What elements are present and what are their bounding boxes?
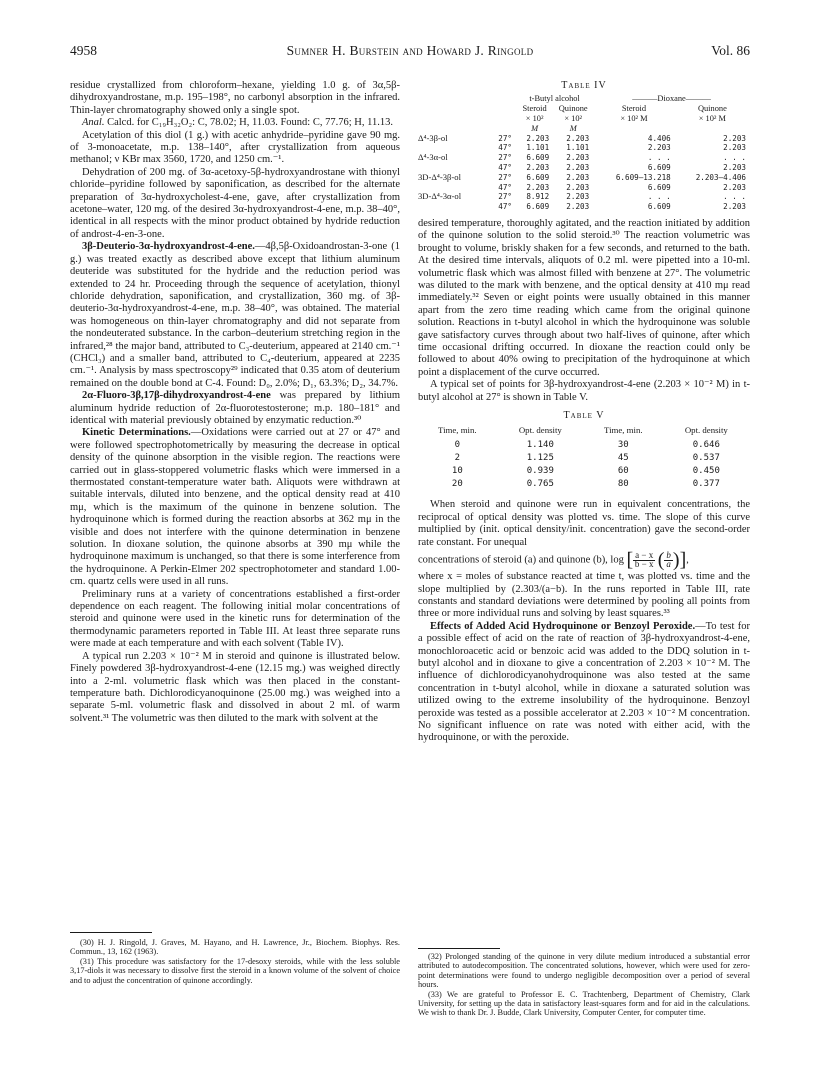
value-cell: 2.203–4.406 — [695, 172, 746, 182]
section-text: was prepared by lithium aluminum hydride reduction of 2α-fluorotestosterone; m.p. 180–181° and identical with material previously obtained by enzymatic reduction.³⁰ — [70, 390, 400, 426]
log-formula: $[\frac{a - x}{b - x} (\frac{b}{a})]$, — [626, 548, 689, 571]
value-cell: 2.203 — [566, 192, 590, 202]
solvent-header: ———Dioxane——— — [632, 94, 711, 104]
temperature-cell: 47° — [498, 182, 512, 192]
column-header: Opt. density — [518, 425, 562, 436]
column-header: × 10² M — [620, 114, 648, 123]
value-cell: 0.377 — [692, 479, 720, 490]
anal-text: Calcd. for C₁₉H₃₂O₂: C, 78.02; H, 11.03. Found: C, 77.76; H, 11.13. — [104, 117, 393, 129]
compound-cell: 3D-Δ⁴-3α-ol — [418, 191, 462, 202]
section-heading: Kinetic Determinations. — [82, 427, 191, 439]
page-number: 4958 — [70, 43, 97, 58]
table-row — [418, 439, 750, 452]
column-header: Opt. density — [684, 425, 728, 436]
paragraph: When steroid and quinone were run in equivalent concentrations, the reciprocal of optical density was plotted vs. time. The slope of this curve multiplied by (init. optical density/init. concentration) gave the second-order rate constant. For unequal — [418, 499, 750, 548]
table-row — [418, 465, 750, 478]
value-cell: 2.203 — [566, 133, 590, 143]
table-row — [418, 202, 750, 212]
formula-lead: concentrations of steroid (a) and quinone (b), log — [418, 554, 624, 566]
column-header: M — [531, 123, 539, 133]
table-row — [418, 192, 750, 202]
value-cell: 6.609 — [526, 202, 550, 212]
temperature-cell: 27° — [498, 153, 512, 163]
table-row — [418, 143, 750, 153]
value-cell: 2.203 — [526, 162, 550, 172]
value-cell: 60 — [617, 466, 629, 477]
value-cell: 2.203 — [723, 162, 746, 172]
paragraph: where x = moles of substance reacted at time t, was plotted vs. time and the slope multiplied by (2.303/(a−b). In the runs reported in Table III, rate constants and standard deviations were determined by pooling all points from three or more individual runs and solving by least squares.³³ — [418, 571, 750, 620]
value-cell: 0 — [454, 440, 461, 451]
value-cell: 2.203 — [566, 172, 590, 182]
value-cell: 2.203 — [526, 133, 550, 143]
value-cell: . . . — [723, 153, 746, 163]
section-heading: 3β-Deuterio-3α-hydroxyandrost-4-ene. — [82, 241, 255, 253]
value-cell: 0.537 — [692, 453, 720, 464]
value-cell: 2.203 — [723, 143, 746, 153]
value-cell: . . . — [723, 192, 746, 202]
value-cell: 2.203 — [647, 143, 671, 153]
compound-cell: Δ⁴-3α-ol — [418, 152, 448, 163]
value-cell: 0.646 — [692, 440, 720, 451]
column-header: Steroid — [522, 104, 547, 114]
table-row — [418, 452, 750, 465]
temperature-cell: 47° — [498, 202, 512, 212]
table-v — [418, 424, 750, 491]
footnote: (32) Prolonged standing of the quinone in very dilute medium introduced a substantial error attributed to autodecomposition. The concentrated solutions, however, which were used for zero-point determinations were found to undergo negligible decomposition over a period of several hours. — [418, 952, 750, 990]
compound-cell: Δ⁴-3β-ol — [418, 132, 448, 143]
right-column — [418, 80, 750, 745]
paragraph: A typical set of points for 3β-hydroxyandrost-4-ene (2.203 × 10⁻² M) in t-butyl alcohol at 27° is shown in Table V. — [418, 379, 750, 403]
value-cell: 0.450 — [692, 466, 720, 477]
footnote-rule — [418, 948, 500, 949]
compound-cell: 3D-Δ⁴-3β-ol — [418, 171, 461, 182]
column-header: × 10² — [564, 114, 583, 123]
value-cell: 2.203 — [526, 182, 550, 192]
column-header: Steroid — [621, 104, 647, 114]
footnotes-left — [70, 938, 400, 985]
page-header — [70, 43, 750, 57]
value-cell: 45 — [617, 453, 629, 464]
value-cell: 2.203 — [723, 182, 746, 192]
value-cell: 2 — [454, 453, 461, 464]
column-header: Time, min. — [604, 425, 643, 436]
paragraph: Acetylation of this diol (1 g.) with acetic anhydride–pyridine gave 90 mg. of 3-monoacetate, m.p. 138–140°, after crystallization from aqueous methanol; ν KBr max 3560, 1720, and 1250 cm.⁻¹. — [70, 129, 400, 166]
value-cell: 1.125 — [526, 453, 554, 464]
value-cell: 80 — [617, 479, 629, 490]
value-cell: 2.203 — [566, 182, 590, 192]
column-header: × 10² — [525, 114, 544, 123]
paragraph — [70, 390, 400, 427]
column-header: Quinone — [697, 104, 727, 114]
value-cell: 6.609 — [526, 172, 550, 182]
column-header: M — [569, 123, 577, 133]
value-cell: 0.939 — [526, 466, 554, 477]
running-authors: Sumner H. Burstein and Howard J. Ringold — [286, 43, 534, 58]
column-header: Time, min. — [438, 425, 477, 436]
volume-label: Vol. 86 — [711, 43, 750, 58]
value-cell: 2.203 — [566, 202, 590, 212]
temperature-cell: 47° — [498, 162, 512, 172]
value-cell: 2.203 — [566, 153, 590, 163]
temperature-cell: 27° — [498, 172, 512, 182]
paragraph: desired temperature, thoroughly agitated, and the reaction initiated by addition of the quinone solution to the solid steroid.³⁰ The reaction volumetric was brought to volume, briskly shaken for a few seconds, and returned to the bath. At the desired time intervals, aliquots of 0.2 ml. were pipetted into a 10-ml. volumetric flask which was almost filled with benzene at 27°. The volumetric was diluted to the mark with benzene, and the optical density at 410 mμ read immediately.³² Seven or eight points were usually obtained in this manner apart from the zero time reading which came from the original quinone solution. Reactions in t-butyl alcohol in which the hydroquinone was soluble gave satisfactory curves through about two half-lives of quinone, after which time occasional drifting occurred. In dioxane the reaction could only be followed to about 40% owing to precipitation of the hydroquinone at which point a displacement of the curve occurred. — [418, 217, 750, 378]
value-cell: 4.406 — [647, 133, 671, 143]
value-cell: 2.203 — [723, 133, 746, 143]
compound-cell — [418, 202, 488, 212]
left-column — [70, 80, 400, 725]
section-text: —4β,5β-Oxidoandrostan-3-one (1 g.) was treated exactly as described above except that lithium aluminum deuteride was substituted for the hydride and the reduction period was extended to 24 hr. Proceeding through the sequence of acetylation, thionyl chloride dehydration, saponification, and crystallization, 360 mg. of 3β-deuterio-3α-hydroxyandrost-4-ene, m.p. 38–40°, was obtained. The material was homogeneous on thin-layer chromatography and did not separate from the nondeuterated substance. In the carbon–deuterium stretching region in the infrared,²⁸ the major band, attributed to C₃-deuterium, appeared at 2140 cm.⁻¹ (CHCl₃) and a smaller band, attributed to C₄-deuterium, appeared at 2235 cm.⁻¹. Analysis by mass spectroscopy²⁹ indicated that 0.35 atom of deuterium remained on the double bond at C-4. Found: D₀, 2.0%; D₁, 63.3%; D₂, 34.7%. — [70, 241, 400, 389]
footnote: (30) H. J. Ringold, J. Graves, M. Hayano, and H. Lawrence, Jr., Biochem. Biophys. Res. Commun., 13, 162 (1963). — [70, 938, 400, 957]
table-row — [418, 173, 750, 183]
footnotes-right — [418, 952, 750, 1018]
section-heading: Effects of Added Acid Hydroquinone or Benzoyl Peroxide. — [430, 620, 696, 632]
section-text: —Oxidations were carried out at 27 or 47° and were followed spectrophotometrically by measuring the decrease in optical density of the quinone absorption in the visible region. The reactions were carried out in glass-stoppered volumetric flasks which were immersed in a thermostated constant-temperature water bath. Aliquots were withdrawn at suitable intervals, diluted into benzene, and the optical density read at 410 mμ, which is the maximum of the quinone in benzene solution. The hydroquinone which is formed during the reaction absorbs at 362 mμ in the visible and does not interfere with the quinone determination in benzene solution. In dioxane solution, the quinone absorbs at 390 mμ while the hydroquinone maximum is unchanged, so that there is some interference from the hydroquinone. A Perkin-Elmer 202 spectrophotometer and standard 1.00-cm. quartz cells were used in all runs. — [70, 427, 400, 588]
value-cell: 1.101 — [566, 143, 590, 153]
value-cell: 20 — [451, 479, 463, 490]
table-row — [418, 478, 750, 491]
value-cell: 8.912 — [526, 192, 550, 202]
table-v-title: Table V — [563, 410, 605, 422]
value-cell: . . . — [647, 153, 671, 163]
footnote: (31) This procedure was satisfactory for the 17-desoxy steroids, while with the less soluble 3,17-diols it was necessary to dissolve first the steroid in a known volume of the solvent of choice and to adjust the concentration of quinone accordingly. — [70, 956, 400, 985]
column-header: × 10² M — [698, 114, 726, 123]
value-cell: 6.609–13.218 — [615, 172, 671, 182]
value-cell: 6.609 — [526, 153, 550, 163]
section-heading: 2α-Fluoro-3β,17β-dihydroxyandrost-4-ene — [82, 390, 271, 402]
value-cell: 10 — [451, 466, 463, 477]
table-row — [418, 134, 750, 144]
value-cell: 1.140 — [526, 440, 554, 451]
paragraph — [70, 427, 400, 588]
value-cell: 2.203 — [566, 162, 590, 172]
footnote-rule — [70, 932, 152, 933]
analysis-paragraph — [70, 117, 400, 129]
temperature-cell: 47° — [498, 143, 512, 153]
formula-line — [418, 548, 750, 571]
table-iv-title: Table IV — [561, 80, 607, 91]
paragraph — [70, 241, 400, 390]
table-iv — [418, 94, 750, 212]
footnote: (33) We are grateful to Professor E. C. Trachtenberg, Department of Chemistry, Clark University, for setting up the data in satisfactory least-squares form and for aid in the calculations. We wish to thank Dr. J. Budde, Clark University, Computer Center, for computer time. — [418, 989, 750, 1018]
value-cell: 0.765 — [526, 479, 554, 490]
value-cell: 30 — [617, 440, 629, 451]
temperature-cell: 27° — [498, 133, 512, 143]
temperature-cell: 27° — [498, 192, 512, 202]
value-cell: 2.203 — [723, 202, 746, 212]
paragraph: residue crystallized from chloroform–hexane, yielding 1.0 g. of 3α,5β-dihydroxyandrostane, m.p. 195–198°, no carbonyl absorption in the infrared. Thin-layer chromatography showed only a single spot. — [70, 80, 400, 116]
value-cell: 6.609 — [647, 182, 671, 192]
table-row — [418, 183, 750, 193]
value-cell: . . . — [647, 192, 671, 202]
table-row — [418, 153, 750, 163]
paragraph: Dehydration of 200 mg. of 3α-acetoxy-5β-hydroxyandrostane with thionyl chloride–pyridine followed by saponification, as described for the alternate preparation of 3α-hydroxycholest-4-ene, gave, after crystallization from acetone–water, 120 mg. of the desired 3α-hydroxyandrost-4-ene, m.p. 38–40°, identical in all respects with the minor product obtained by hydride reduction of androst-4-en-3-one. — [70, 166, 400, 240]
paragraph: A typical run 2.203 × 10⁻² M in steroid and quinone is illustrated below. Finely powdered 3β-hydroxyandrost-4-ene (12.15 mg.) was weighed directly into a 2-ml. volumetric flask which was then placed in the constant-temperature bath. Dichlorodicyanoquinone (25.00 mg.) was weighed into a separate 5-ml. volumetric flask and dissolved in about 2 ml. of warm solvent.³¹ The volumetric was then diluted to the mark with solvent at the — [70, 650, 400, 724]
solvent-header: t-Butyl alcohol — [529, 94, 580, 104]
anal-label: Anal. — [82, 117, 105, 129]
section-text: —To test for a possible effect of acid on the rate of reaction of 3β-hydroxyandrost-4-ene, monochloroacetic acid or benzoic acid was added to the DDQ solution in t-butyl alcohol and in dioxane to give a concentration of 2.203 × 10⁻² M. The influence of dichlorodicyanohydroquinone was also tested at the same concentration in t-butyl alcohol, while in dioxane a saturated solution was utilized owing to the extreme insolubility of the hydroquinone. Benzoyl peroxide was tested as a possible accelerator at 2.203 × 10⁻² M concentration. No significant influence on rate was noted with either acid, with the hydroquinone, or with the peroxide. — [418, 620, 750, 744]
value-cell: 1.101 — [526, 143, 550, 153]
column-header: Quinone — [558, 104, 588, 114]
paragraph — [418, 621, 750, 745]
paragraph: Preliminary runs at a variety of concentrations established a first-order dependence on each reagent. The following initial molar concentrations of steroid and quinone were used in the kinetic runs for determination of the thermodynamic parameters reported in Table III. At least three separate runs were made at each temperature and with each solvent (Table IV). — [70, 588, 400, 650]
table-row — [418, 163, 750, 173]
value-cell: 6.609 — [647, 162, 671, 172]
value-cell: 6.609 — [647, 202, 671, 212]
